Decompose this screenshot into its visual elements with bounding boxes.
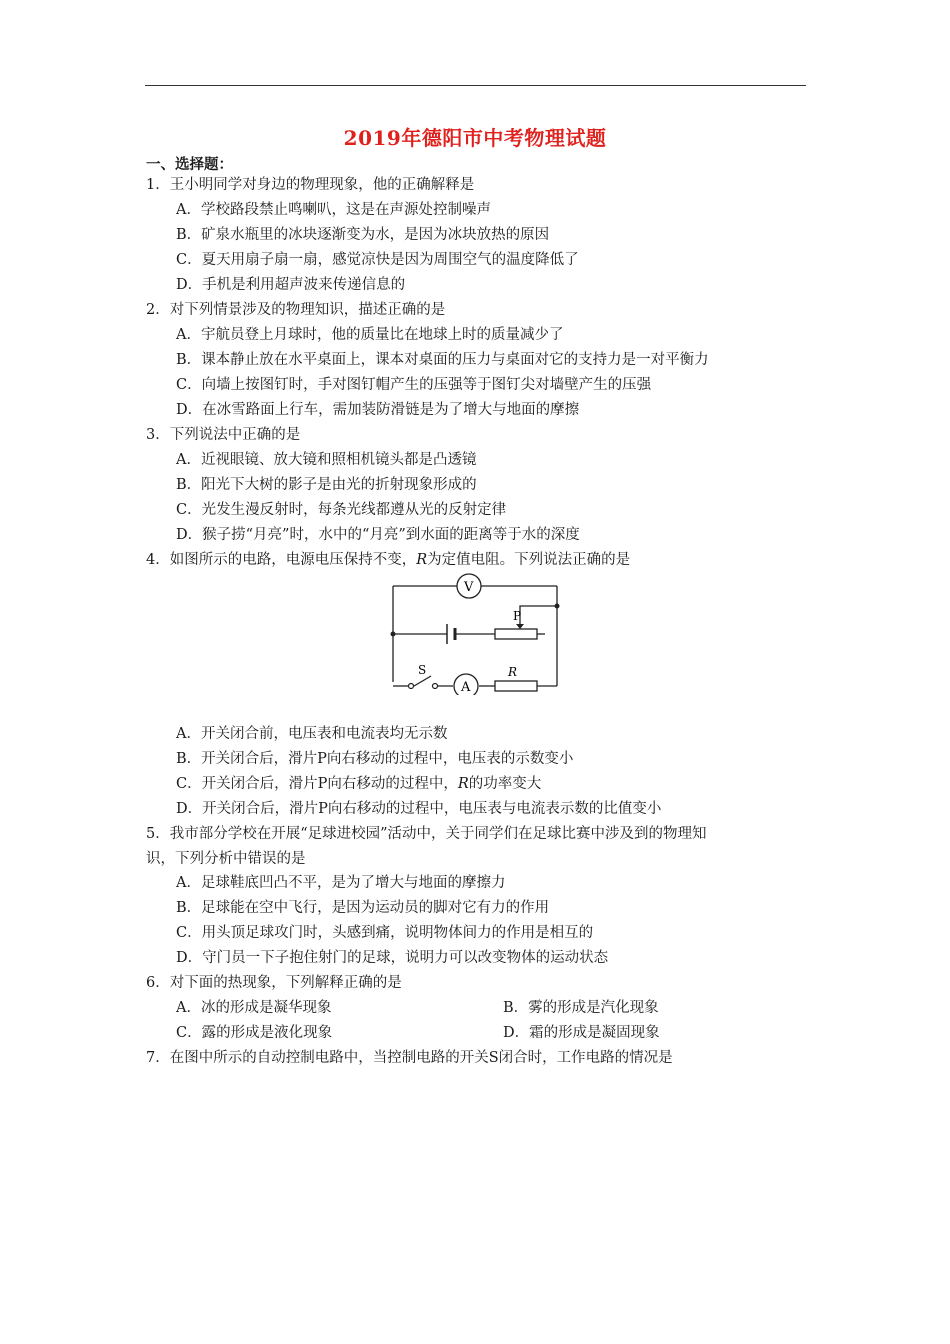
- ammeter-label: A: [461, 680, 471, 695]
- question-1-stem: 1．王小明同学对身边的物理现象，他的正确解释是: [146, 177, 475, 193]
- rheostat: [495, 629, 537, 639]
- question-2-option-b: B．课本静止放在水平桌面上，课本对桌面的压力与桌面对它的支持力是一对平衡力: [176, 352, 709, 368]
- slider-arrow: [516, 624, 524, 629]
- slider-label: P: [513, 609, 522, 623]
- question-6-option-b: B．雾的形成是汽化现象: [503, 1000, 659, 1016]
- question-2-stem: 2．对下列情景涉及的物理知识，描述正确的是: [146, 302, 446, 318]
- question-3-option-a: A．近视眼镜、放大镜和照相机镜头都是凸透镜: [176, 452, 477, 468]
- question-5-option-c: C．用头顶足球攻门时，头感到痛，说明物体间力的作用是相互的: [176, 925, 594, 941]
- question-5-stem-line1: 5．我市部分学校在开展“足球进校园”活动中，关于同学们在足球比赛中涉及到的物理知: [146, 826, 707, 842]
- question-3-option-c: C．光发生漫反射时，每条光线都遵从光的反射定律: [176, 502, 507, 518]
- switch-contact-left: [409, 684, 414, 689]
- header-rule: [145, 85, 806, 86]
- resistor: [495, 681, 537, 691]
- question-6-option-a: A．冰的形成是凝华现象: [176, 1000, 332, 1016]
- page-title: 2019年德阳市中考物理试题: [343, 126, 607, 150]
- question-4-stem: 4．如图所示的电路，电源电压保持不变，R为定值电阻。下列说法正确的是: [146, 552, 631, 568]
- switch-label: S: [418, 663, 427, 677]
- question-5-stem-line2: 识，下列分析中错误的是: [146, 851, 306, 867]
- question-2-option-a: A．宇航员登上月球时，他的质量比在地球上时的质量减少了: [176, 327, 564, 343]
- question-1-option-d: D．手机是利用超声波来传递信息的: [176, 277, 406, 293]
- question-5-option-b: B．足球能在空中飞行，是因为运动员的脚对它有力的作用: [176, 900, 550, 916]
- junction-dot: [391, 632, 396, 637]
- question-6-option-c: C．露的形成是液化现象: [176, 1025, 333, 1041]
- question-1-option-a: A．学校路段禁止鸣喇叭，这是在声源处控制噪声: [176, 202, 491, 218]
- question-5-option-d: D．守门员一下子抱住射门的足球，说明力可以改变物体的运动状态: [176, 950, 609, 966]
- question-4-option-a: A．开关闭合前，电压表和电流表均无示数: [176, 726, 448, 742]
- question-7-stem: 7．在图中所示的自动控制电路中，当控制电路的开关S闭合时，工作电路的情况是: [146, 1050, 673, 1066]
- circuit-diagram: [385, 570, 570, 695]
- question-4-option-d: D．开关闭合后，滑片P向右移动的过程中，电压表与电流表示数的比值变小: [176, 801, 662, 817]
- question-6-option-d: D．霜的形成是凝固现象: [503, 1025, 660, 1041]
- junction-dot: [555, 604, 560, 609]
- question-3-option-b: B．阳光下大树的影子是由光的折射现象形成的: [176, 477, 477, 493]
- question-2-option-d: D．在冰雪路面上行车，需加装防滑链是为了增大与地面的摩擦: [176, 402, 580, 418]
- question-1-option-c: C．夏天用扇子扇一扇，感觉凉快是因为周围空气的温度降低了: [176, 252, 579, 268]
- question-1-option-b: B．矿泉水瓶里的冰块逐渐变为水，是因为冰块放热的原因: [176, 227, 550, 243]
- question-6-stem: 6．对下面的热现象，下列解释正确的是: [146, 975, 402, 991]
- question-3-option-d: D．猴子捞“月亮”时，水中的“月亮”到水面的距离等于水的深度: [176, 527, 580, 543]
- question-3-stem: 3．下列说法中正确的是: [146, 427, 301, 443]
- question-4-option-b: B．开关闭合后，滑片P向右移动的过程中，电压表的示数变小: [176, 751, 574, 767]
- resistor-symbol: R: [416, 552, 428, 568]
- resistor-label: R: [508, 665, 518, 679]
- question-4-option-c: C．开关闭合后，滑片P向右移动的过程中，R的功率变大: [176, 776, 542, 792]
- voltmeter-label: V: [464, 580, 474, 595]
- question-2-option-c: C．向墙上按图钉时，手对图钉帽产生的压强等于图钉尖对墙壁产生的压强: [176, 377, 652, 393]
- switch-contact-right: [433, 684, 438, 689]
- question-5-option-a: A．足球鞋底凹凸不平，是为了增大与地面的摩擦力: [176, 875, 506, 891]
- section-heading: 一、选择题：: [146, 156, 233, 173]
